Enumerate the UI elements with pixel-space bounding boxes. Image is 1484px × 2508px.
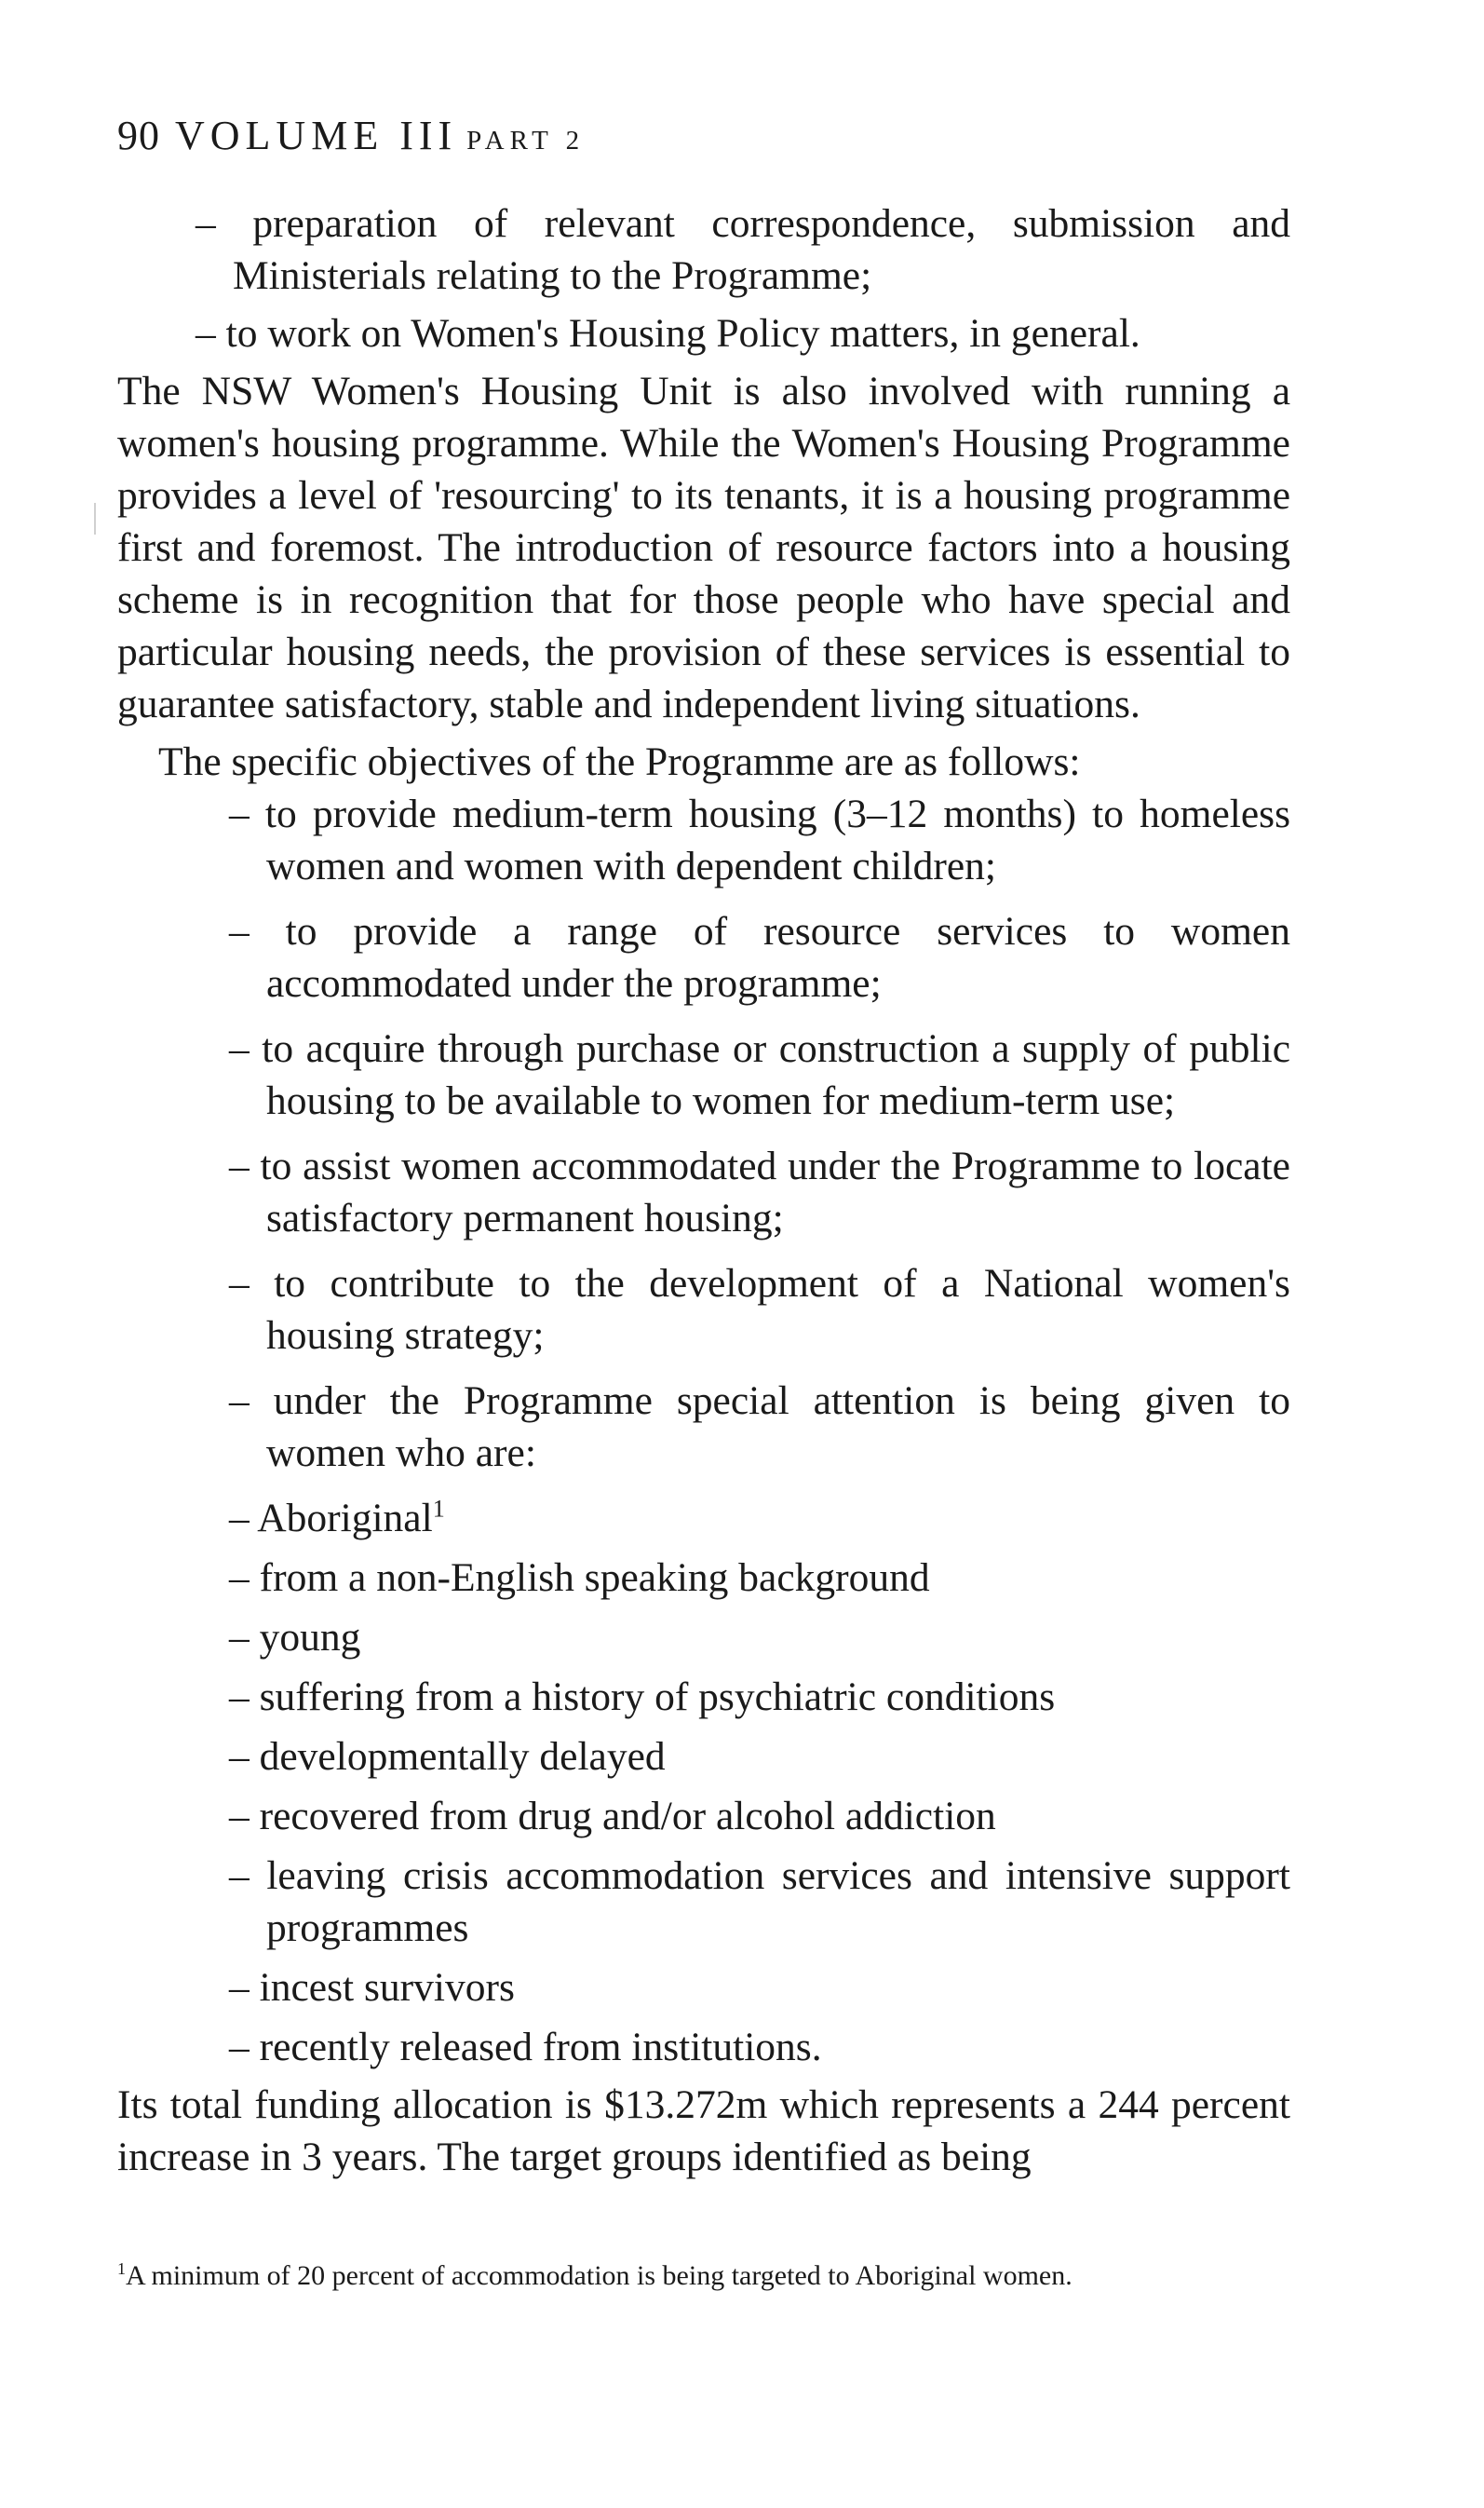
special-group-item: – from a non-English speaking background [229, 1555, 930, 1600]
body-text [117, 197, 1290, 2183]
footnote-text: A minimum of 20 percent of accommodation is being targeted to Aboriginal women. [126, 2260, 1073, 2291]
special-group-item: – recovered from drug and/or alcohol addiction [229, 1794, 996, 1838]
objective-item: – to acquire through purchase or construction a supply of public housing to be available to women for medium-term use; [229, 1026, 1290, 1123]
special-group-item: – incest survivors [229, 1965, 515, 2010]
objectives-intro: The specific objectives of the Programme are as follows: [158, 739, 1081, 784]
special-group-item [117, 1492, 1290, 1544]
objective-item: – to assist women accommodated under the Programme to locate satisfactory permanent housing; [229, 1144, 1290, 1240]
special-group-item: – recently released from institutions. [229, 2025, 822, 2069]
intro-list-item: – preparation of relevant correspondence, submission and Ministerials relating to the Programme; [196, 201, 1290, 298]
volume-label: VOLUME III [175, 113, 458, 158]
special-group-item: – leaving crisis accommodation services and intensive support programmes [229, 1853, 1290, 1950]
margin-mark [94, 503, 96, 535]
special-group-label: – Aboriginal [229, 1496, 433, 1540]
part-label: PART 2 [466, 126, 586, 156]
footnote [117, 2257, 1328, 2295]
objective-item: – to contribute to the development of a National women's housing strategy; [229, 1261, 1290, 1358]
footnote-mark: 1 [117, 2259, 126, 2278]
special-group-item: – developmentally delayed [229, 1734, 666, 1779]
special-group-item: – suffering from a history of psychiatric conditions [229, 1674, 1056, 1719]
objective-item: – to provide medium-term housing (3–12 months) to homeless women and women with dependent children; [229, 792, 1290, 888]
objective-item: – under the Programme special attention is being given to women who are: [229, 1378, 1290, 1475]
running-header [117, 115, 585, 156]
special-group-item: – young [229, 1615, 361, 1660]
paragraph: The NSW Women's Housing Unit is also involved with running a women's housing programme. While the Women's Housing Programme provides a level of 'resourcing' to its tenants, it is a housing programme first and foremost. The introduction of resource factors into a housing scheme is in recognition that for those people who have special and particular housing needs, the provision of these services is essential to guarantee satisfactory, stable and independent living situations. [117, 369, 1290, 726]
objective-item: – to provide a range of resource services to women accommodated under the programme; [229, 909, 1290, 1006]
intro-list-item: – to work on Women's Housing Policy matters, in general. [196, 311, 1140, 356]
page-number: 90 [117, 113, 160, 158]
paragraph: Its total funding allocation is $13.272m which represents a 244 percent increase in 3 years. The target groups identified as being [117, 2082, 1290, 2179]
footnote-reference: 1 [432, 1495, 445, 1523]
